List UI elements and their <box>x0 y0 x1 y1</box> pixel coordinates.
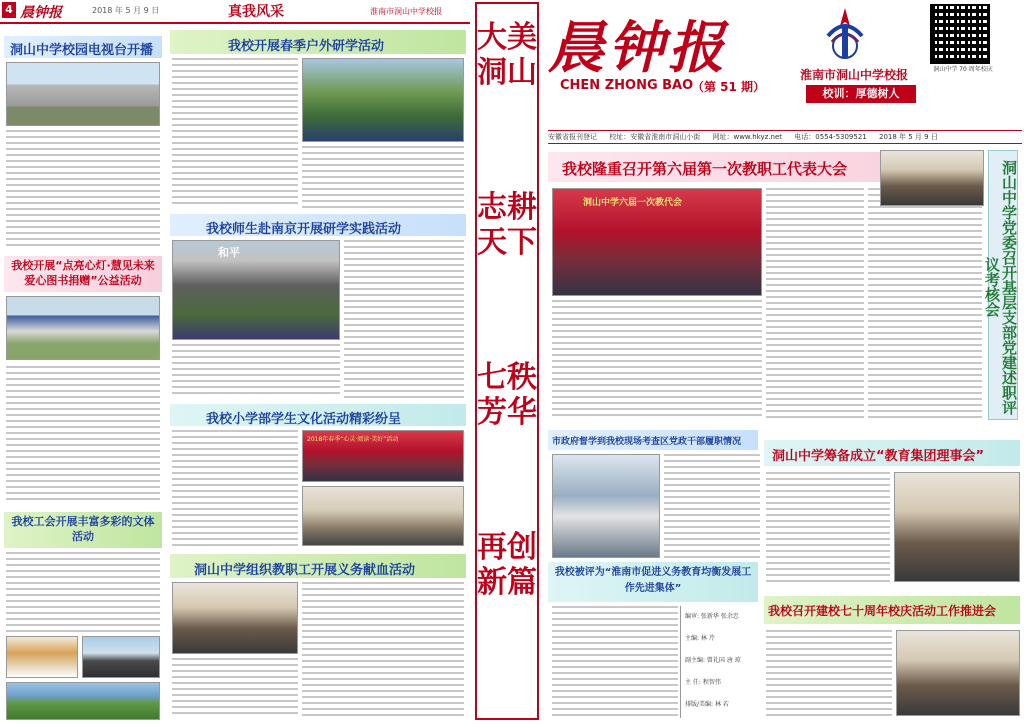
article-title-box <box>548 430 758 450</box>
slogan-line: 志耕天下 <box>477 190 537 260</box>
article-body <box>6 552 160 632</box>
left-paper-name: 晨钟报 <box>20 5 62 21</box>
article-title: 我校开展春季户外研学活动 <box>228 39 385 54</box>
article-body <box>302 146 464 208</box>
website-link[interactable]: 网址：www.hkyz.net <box>712 133 782 141</box>
lead-article-title: 我校隆重召开第六届第一次教职工代表大会 <box>562 160 848 178</box>
nanjing-photo <box>172 240 340 340</box>
article-title-box <box>170 404 466 426</box>
editorial-line: 编审: 张新华 张余忠 <box>685 613 739 620</box>
section-title: 真我风采 <box>228 4 284 20</box>
culture-photo-2 <box>302 486 464 546</box>
donation-photo <box>6 296 160 360</box>
article-title: 洞山中学组织教职工开展义务献血活动 <box>194 563 416 578</box>
masthead-pinyin: CHEN ZHONG BAO <box>560 78 694 93</box>
article-body <box>172 58 298 208</box>
slogan-line: 七秩芳华 <box>477 360 537 430</box>
anniversary-photo <box>896 630 1020 716</box>
union-photo-2 <box>82 636 160 678</box>
article-body <box>766 188 864 420</box>
article-title: 我校被评为“淮南市促进义务教育均衡发展工作先进集体” <box>554 567 752 594</box>
blood-photo-1 <box>172 582 298 654</box>
study-trip-photo <box>302 58 464 142</box>
slogan-line: 大美洞山 <box>477 20 537 90</box>
left-date: 2018 年 5 月 9 日 <box>92 6 160 15</box>
article-title: 我校小学部学生文化活动精彩纷呈 <box>206 412 402 427</box>
slogan-line: 再创新篇 <box>477 530 537 600</box>
article-body <box>6 130 160 250</box>
article-body <box>344 240 464 398</box>
article-body <box>172 430 298 546</box>
article-body <box>552 300 762 420</box>
article-body <box>6 366 160 504</box>
article-body <box>766 472 890 582</box>
union-photo-3 <box>6 682 160 720</box>
page-number: 4 <box>2 2 16 18</box>
inspection-photo <box>552 454 660 558</box>
phone-info: 电话：0554-5309521 <box>794 133 867 141</box>
article-title: 我校师生赴南京开展研学实践活动 <box>206 222 402 237</box>
congress-photo <box>552 188 762 296</box>
culture-banner: 2018年春季“心灵·阅读·美好”活动 <box>307 436 399 443</box>
qr-caption: 洞山中学 70 周年校庆 <box>933 66 993 73</box>
stage-banner: 洞山中学六届一次教代会 <box>583 198 683 208</box>
center-slogan-band <box>475 2 539 720</box>
article-title-box <box>4 256 162 292</box>
article-body <box>172 658 298 716</box>
article-title-box <box>764 596 1020 624</box>
article-title-box <box>170 554 466 578</box>
article-body <box>868 188 982 420</box>
article-body <box>664 454 760 558</box>
editorial-line: 副主编: 曾礼国 唐 琼 <box>685 657 741 664</box>
party-photo <box>880 150 984 206</box>
date-info: 2018 年 5 月 9 日 <box>878 133 938 141</box>
article-title-box <box>4 36 162 58</box>
union-photo-1 <box>6 636 78 678</box>
article-title-box <box>548 562 758 602</box>
article-title: 我校工会开展丰富多彩的文体活动 <box>11 515 155 543</box>
editorial-line: 排版/美编: 林 若 <box>685 701 729 708</box>
article-title-box <box>764 440 1020 466</box>
info-bar <box>548 130 1022 144</box>
publisher-info: 安徽省报刊登记 <box>548 133 597 141</box>
article-title: 我校开展“点亮心灯·慧见未来 爱心图书捐赠”公益活动 <box>11 259 155 287</box>
editorial-line: 主编: 林 芹 <box>685 635 715 642</box>
left-school: 淮南市洞山中学校报 <box>370 7 442 16</box>
header-rule <box>0 22 470 24</box>
school-motto: 校训：厚德树人 <box>806 85 916 103</box>
article-body <box>302 582 464 716</box>
school-building-photo <box>6 62 160 126</box>
article-title-box <box>4 512 162 548</box>
masthead-title: 晨钟报 <box>548 15 728 81</box>
article-body <box>766 630 892 716</box>
peace-inscription: 和平 <box>218 246 240 259</box>
masthead-school: 淮南市洞山中学校报 <box>800 68 909 82</box>
article-title: 洞山中学校园电视台开播 <box>10 43 154 58</box>
editorial-line: 主 任: 程智伟 <box>685 679 721 686</box>
education-photo <box>894 472 1020 582</box>
address-info: 校址：安徽省淮南市洞山小街 <box>609 133 701 141</box>
school-logo <box>820 6 870 64</box>
qr-code <box>930 4 990 64</box>
culture-photo-1 <box>302 430 464 482</box>
article-body <box>172 344 340 398</box>
article-title: 洞山中学筹备成立“教育集团理事会” <box>772 449 985 464</box>
article-title: 我校召开建校七十周年校庆活动工作推进会 <box>768 604 997 618</box>
editorial-box <box>680 606 760 718</box>
article-title: 市政府督学到我校现场考查区党政干部履职情况 <box>552 437 742 447</box>
left-page-header <box>0 0 470 24</box>
article-title-box <box>170 214 466 236</box>
article-title-box <box>170 30 466 54</box>
issue-number: （第 51 期） <box>692 80 766 94</box>
party-article-title: 洞山中学党委召开基层支部党建述职评议考核会 <box>988 150 1018 420</box>
article-body <box>552 606 678 716</box>
